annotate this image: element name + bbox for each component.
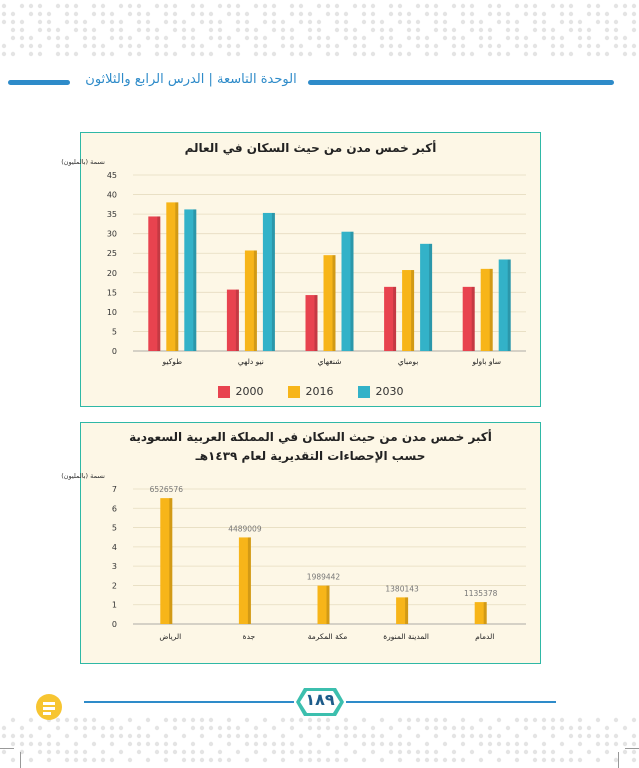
y-tick-label: 0 [111, 347, 117, 356]
legend-swatch-2016 [288, 386, 300, 398]
bar-data-label: 1989442 [306, 572, 341, 582]
bar-2000 [148, 216, 160, 351]
header-line-left [8, 80, 70, 85]
top-dot-pattern [0, 0, 639, 60]
bar-2000 [306, 295, 318, 351]
y-tick-label: 2 [111, 581, 117, 591]
bar-2030 [263, 213, 275, 351]
bar-2000 [384, 287, 396, 351]
bar-shade [405, 597, 408, 624]
legend-swatch-2000 [218, 386, 230, 398]
crop-mark [625, 748, 639, 749]
bar-shade [393, 287, 396, 351]
x-category-label: طوكيو [162, 357, 183, 366]
legend-label-2016: 2016 [305, 385, 334, 398]
world-cities-chart-panel [61, 132, 541, 407]
bar-shade [472, 287, 475, 351]
bar-shade [484, 602, 487, 624]
crop-mark [0, 748, 14, 749]
bar-2030 [420, 244, 432, 351]
legend-item-2000 [218, 385, 264, 398]
x-category-label: الرياض [159, 632, 182, 641]
y-tick-label: 25 [106, 249, 117, 259]
y-tick-label: 40 [106, 190, 117, 200]
chart2-title: أكبر خمس مدن من حيث السكان في المملكة العربية السعودية [129, 430, 492, 444]
y-tick-label: 15 [106, 288, 117, 298]
bar-shade [327, 586, 330, 624]
bar-shade [175, 202, 178, 351]
bar-2000 [463, 287, 475, 351]
crop-mark [618, 752, 619, 768]
crop-mark [20, 752, 21, 768]
y-tick-label: 10 [106, 307, 117, 317]
y-tick-label: 0 [111, 620, 117, 629]
bar-data-label: 4489009 [228, 524, 262, 534]
x-category-label: جدة [242, 632, 256, 641]
bar-shade [411, 270, 414, 351]
bar-shade [508, 259, 511, 351]
y-tick-label: 45 [106, 171, 117, 180]
world-cities-chart [61, 155, 540, 400]
x-category-label: شنغهاي [317, 357, 342, 366]
chart1-legend [81, 385, 540, 398]
y-tick-label: 6 [111, 504, 117, 514]
x-category-label: ساو باولو [472, 357, 502, 366]
y-tick-label: 35 [106, 210, 117, 220]
y-tick-label: 5 [111, 523, 117, 533]
chart1-title: أكبر خمس مدن من حيث السكان في العالم [184, 141, 437, 155]
bar-shade [193, 209, 196, 351]
bar-shade [490, 269, 493, 351]
logo-icon [34, 692, 64, 722]
bar-shade [351, 232, 354, 351]
bar-shade [236, 290, 239, 351]
bar-shade [315, 295, 318, 351]
bar-shade [429, 244, 432, 351]
header-title: الوحدة التاسعة | الدرس الرابع والثلاثون [85, 72, 297, 87]
bar-2030 [499, 259, 511, 351]
page-number: ١٨٩ [305, 690, 335, 709]
header-line-right [308, 80, 614, 85]
bar-2016 [402, 270, 414, 351]
y-tick-label: 4 [111, 542, 117, 552]
bar-shade [157, 216, 160, 351]
legend-swatch-2030 [358, 386, 370, 398]
chart1-ylabel: نسمة (بالمليون) [61, 158, 105, 166]
legend-item-2016 [288, 385, 334, 398]
y-tick-label: 20 [106, 268, 117, 278]
footer-line-left [84, 701, 294, 703]
saudi-cities-chart [61, 469, 540, 659]
bar-shade [333, 255, 336, 351]
bar-2016 [481, 269, 493, 351]
bar-2016 [245, 250, 257, 351]
bar-2016 [166, 202, 178, 351]
bar-2000 [227, 290, 239, 351]
bar-2030 [184, 209, 196, 351]
bar-data-label: 1380143 [385, 584, 419, 594]
x-category-label: نيو دلهي [237, 357, 264, 366]
chart2-ylabel: نسمة (بالمليون) [61, 472, 105, 480]
chart2-subtitle: حسب الإحصاءات التقديرية لعام ١٤٣٩هـ [195, 449, 426, 463]
x-category-label: مكة المكرمة [307, 632, 348, 641]
legend-label-2000: 2000 [235, 385, 264, 398]
y-tick-label: 7 [111, 485, 117, 494]
bar-2016 [324, 255, 336, 351]
y-tick-label: 5 [111, 327, 117, 337]
legend-item-2030 [358, 385, 404, 398]
y-tick-label: 3 [111, 562, 117, 572]
bar-shade [248, 537, 251, 624]
bar-2030 [342, 232, 354, 351]
x-category-label: الدمام [475, 632, 495, 641]
bar-shade [254, 250, 257, 351]
y-tick-label: 30 [106, 229, 117, 239]
bar-data-label: 1135378 [463, 589, 498, 599]
x-category-label: المدينة المنورة [383, 632, 429, 641]
bar-data-label: 6526576 [149, 485, 184, 495]
footer-line-right [346, 701, 556, 703]
y-tick-label: 1 [111, 600, 117, 610]
bar-shade [272, 213, 275, 351]
legend-label-2030: 2030 [375, 385, 404, 398]
saudi-cities-chart-panel [61, 422, 541, 664]
x-category-label: بومباي [397, 357, 419, 366]
bar-shade [169, 498, 172, 624]
